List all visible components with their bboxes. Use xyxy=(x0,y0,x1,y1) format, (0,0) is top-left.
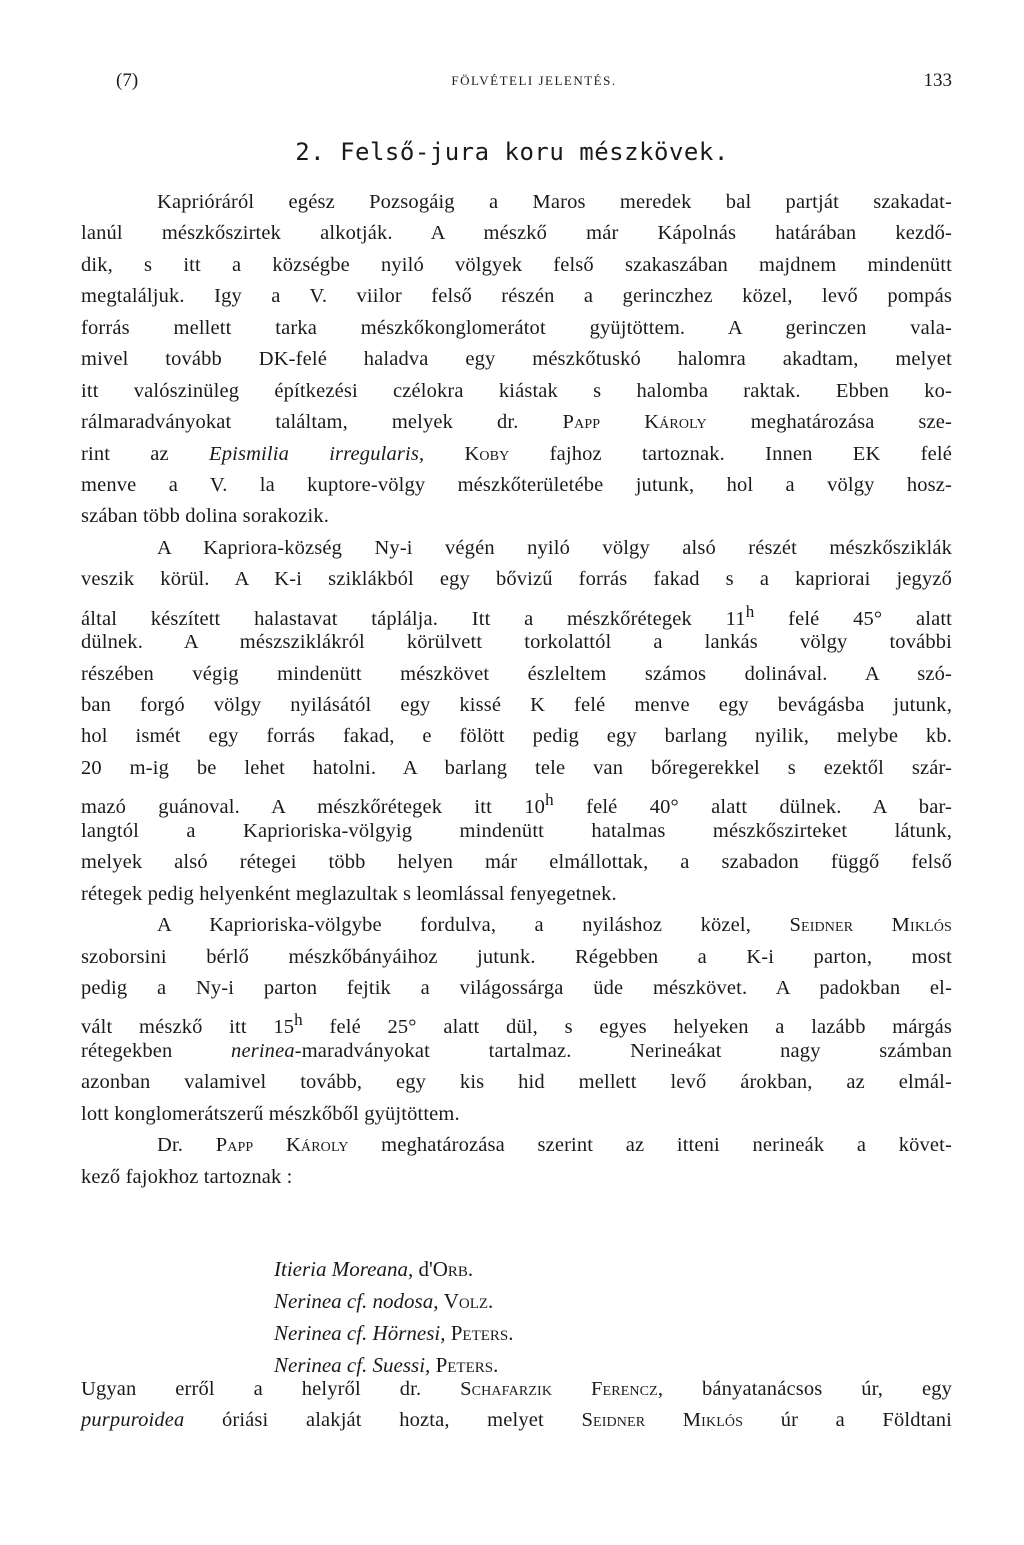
section-title: 2. Felső-jura koru mészkövek. xyxy=(295,138,729,166)
text-line: dik, s itt a községbe nyiló völgyek felső szakaszában majdnem mindenütt xyxy=(81,253,952,276)
species-list xyxy=(274,1253,774,1381)
author-name: Koby xyxy=(464,442,510,465)
text-line: itt valószinüleg építkezési czélokra kiástak s halomba raktak. Ebben ko- xyxy=(81,379,952,402)
text-segment: -maradványokat tartalmaz. Nerineákat nagy számban xyxy=(294,1039,952,1062)
text-segment: meghatározása szerint az itteni nerineák a követ- xyxy=(381,1134,952,1157)
person-name: Papp Károly xyxy=(215,1134,349,1157)
page-ref: (7) xyxy=(116,70,139,91)
hour-superscript: h xyxy=(545,790,554,810)
text-segment: A Kaprioriska-völgybe fordulva, a nyiláshoz közel, xyxy=(157,914,751,937)
text-line xyxy=(81,439,952,470)
species-item xyxy=(274,1253,774,1285)
text-line: rétegek pedig helyenként meglazultak s leomlással fenyegetnek. xyxy=(81,882,617,905)
text-line: lanúl mészkőszirtek alkotják. A mészkő már Kápolnás határában kezdő- xyxy=(81,222,952,245)
text-segment: Dr. xyxy=(157,1134,184,1157)
text-segment: felé 45° alatt xyxy=(754,607,953,630)
text-line: lott konglomerátszerű mészkőből gyüjtöttem. xyxy=(81,1102,460,1125)
text-segment: felé 25° alatt dül, s egyes helyeken a lazább márgás xyxy=(302,1016,952,1039)
text-line: melyek alsó rétegei több helyen már elmállottak, a szabadon függő felső xyxy=(81,851,952,874)
closing-paragraph xyxy=(81,1374,952,1437)
text-line: dülnek. A mészsziklákról körülvett torkolattól a lankás völgy további xyxy=(81,631,952,654)
author-name: Peters. xyxy=(450,1321,514,1345)
text-line: kező fajokhoz tartoznak : xyxy=(81,1165,293,1188)
running-header xyxy=(116,70,952,94)
text-line: mivel tovább DK-felé haladva egy mészkőtuskó halomra akadtam, melyet xyxy=(81,348,952,371)
text-line: langtól a Kaprioriska-völgyig mindenütt hatalmas mészkőszirteket látunk, xyxy=(81,819,952,842)
text-segment: Ugyan erről a helyről dr. xyxy=(81,1378,422,1400)
text-line: szában több dolina sorakozik. xyxy=(81,505,330,528)
text-line: szoborsini bérlő mészkőbányáihoz jutunk. Régebben a K-i parton, most xyxy=(81,945,952,968)
text-line: forrás mellett tarka mészkőkonglomerátot gyüjtöttem. A gerinczen vala- xyxy=(81,316,952,339)
person-name: Schafarzik Ferencz, xyxy=(460,1378,664,1400)
text-line xyxy=(81,910,952,941)
text-segment: óriási alakját hozta, melyet xyxy=(221,1409,544,1432)
text-line: veszik körül. A K-i sziklákból egy bővizű forrás fakad s a kapriorai jegyző xyxy=(81,568,952,591)
text-line xyxy=(81,1130,952,1161)
text-segment: rálmaradványokat találtam, melyek dr. xyxy=(81,411,519,434)
text-line xyxy=(81,1374,952,1405)
text-line: A Kapriora-község Ny-i végén nyiló völgy alsó részét mészkősziklák xyxy=(157,536,952,559)
taxon-name: Nerinea cf. Suessi, xyxy=(274,1353,431,1377)
hour-superscript: h xyxy=(294,1010,303,1030)
author-name: Peters. xyxy=(435,1353,499,1377)
text-line: hol ismét egy forrás fakad, e fölött pedig egy barlang nyilik, melybe kb. xyxy=(81,725,952,748)
person-name: Seidner Miklós xyxy=(789,914,952,937)
taxon-name: Epismilia irregularis, xyxy=(209,442,425,465)
text-segment: bányatanácsos úr, egy xyxy=(702,1378,952,1400)
taxon-name: Nerinea cf. Hörnesi, xyxy=(274,1321,446,1345)
text-segment: által készített halastavat táplálja. Itt a mészkőrétegek 11 xyxy=(81,607,746,630)
text-segment: vált mészkő itt 15 xyxy=(81,1016,295,1039)
author-prefix: d' xyxy=(418,1257,433,1281)
text-line: 20 m-ig be lehet hatolni. A barlang tele van bőregerekkel s ezektől szár- xyxy=(81,756,952,779)
text-segment: felé 40° alatt dülnek. A bar- xyxy=(553,796,952,819)
author-name: Orb. xyxy=(432,1257,474,1281)
page-number: 133 xyxy=(923,70,952,91)
text-segment: mazó guánoval. A mészkőrétegek itt 10 xyxy=(81,796,546,819)
text-segment: úr a Földtani xyxy=(780,1409,952,1432)
taxon-name: purpuroidea xyxy=(81,1409,185,1432)
text-line xyxy=(81,407,952,438)
author-name: Volz. xyxy=(443,1289,494,1313)
text-line xyxy=(81,784,952,819)
text-segment: fajhoz tartoznak. Innen EK felé xyxy=(549,442,952,465)
text-line xyxy=(81,1004,952,1039)
running-title: FÖLVÉTELI JELENTÉS. xyxy=(451,73,617,88)
text-segment: rétegekben xyxy=(81,1039,173,1062)
species-item xyxy=(274,1285,774,1317)
text-line: azonban valamivel tovább, egy kis hid mellett levő árokban, az elmál- xyxy=(81,1071,952,1094)
taxon-name: nerinea xyxy=(231,1039,295,1062)
text-segment: rint az xyxy=(81,442,169,465)
text-line: ban forgó völgy nyilásától egy kissé K felé menve egy bevágásba jutunk, xyxy=(81,694,952,716)
text-line: Kaprióráról egész Pozsogáig a Maros meredek bal partját szakadat- xyxy=(157,191,952,213)
text-segment: meghatározása sze- xyxy=(750,411,953,434)
text-line: részében végig mindenütt mészkövet észleltem számos dolinával. A szó- xyxy=(81,662,952,685)
text-line xyxy=(81,1405,952,1436)
text-line: megtaláljuk. Igy a V. viilor felső részén a gerinczhez közel, levő pompás xyxy=(81,285,952,308)
hour-superscript: h xyxy=(745,601,755,621)
text-line: menve a V. la kuptore-völgy mészkőterületébe jutunk, hol a völgy hosz- xyxy=(81,473,952,496)
text-line: pedig a Ny-i parton fejtik a világossárga üde mészkövet. A padokban el- xyxy=(81,976,952,999)
text-line xyxy=(81,1036,952,1067)
person-name: Papp Károly xyxy=(562,411,707,434)
text-line xyxy=(81,596,953,630)
body-text xyxy=(81,187,952,1193)
taxon-name: Itieria Moreana, xyxy=(274,1257,414,1281)
taxon-name: Nerinea cf. nodosa, xyxy=(274,1289,439,1313)
person-name: Seidner Miklós xyxy=(581,1409,744,1432)
species-item xyxy=(274,1317,774,1349)
